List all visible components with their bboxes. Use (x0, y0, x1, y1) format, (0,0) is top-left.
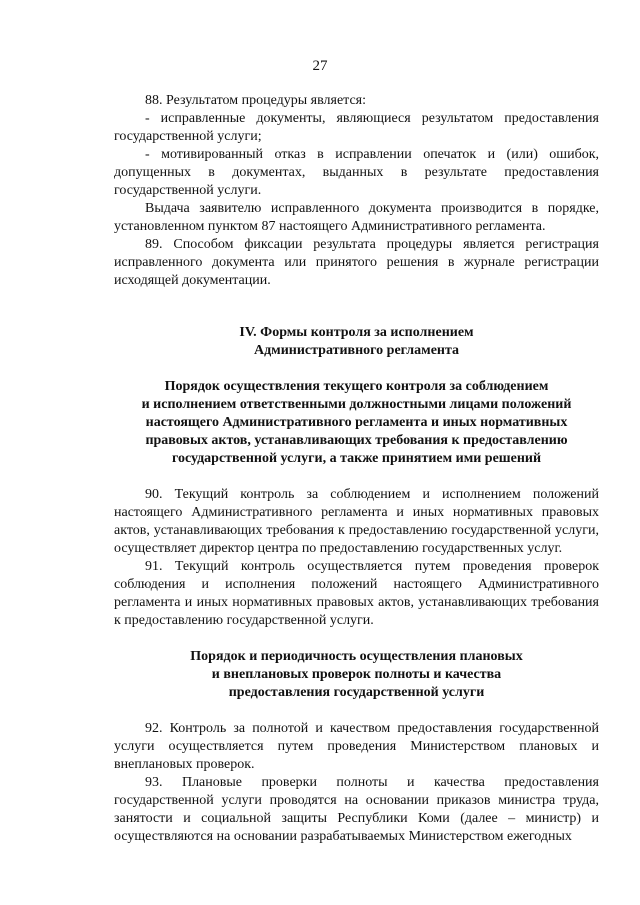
spacer (114, 468, 599, 486)
paragraph-93: 93. Плановые проверки полноты и качества предоставления государственной услуги проводятся на основании приказов министра труда, занятости и социальной защиты Республики Коми (далее – министр) и осуществляются на основании разрабатываемых Министерством ежегодных (114, 775, 599, 844)
spacer (114, 360, 599, 378)
spacer (114, 630, 599, 648)
subsection-2-heading-line: и внеплановых проверок полноты и качества (211, 667, 502, 682)
spacer (114, 702, 599, 720)
section-title-line-2: Административного регламента (253, 343, 460, 358)
paragraph-88-issue: Выдача заявителю исправленного документа производится в порядке, установленном пунктом 87 настоящего Административного регламента. (114, 201, 599, 234)
subsection-2-heading-line: Порядок и периодичность осуществления плановых (190, 649, 523, 664)
paragraph-91: 91. Текущий контроль осуществляется путем проведения проверок соблюдения и исполнения положений настоящего Административного регламента и иных нормативных правовых актов, устанавливающих требования к предоставлению государственной услуги. (114, 559, 599, 628)
document-body (114, 92, 599, 846)
subsection-1-heading-line: Порядок осуществления текущего контроля за соблюдением (164, 379, 549, 394)
paragraph-88-item-b: - мотивированный отказ в исправлении опечаток и (или) ошибок, допущенных в документах, выданных в результате предоставления государственной услуги. (114, 147, 599, 198)
subsection-1-heading-line: государственной услуги, а также принятием ими решений (171, 451, 542, 466)
paragraph-88-item-a: - исправленные документы, являющиеся результатом предоставления государственной услуги; (114, 111, 599, 144)
subsection-1-heading-line: настоящего Административного регламента и иных нормативных (145, 415, 568, 430)
paragraph-90: 90. Текущий контроль за соблюдением и исполнением положений настоящего Административного регламента и иных нормативных правовых актов, устанавливающих требования к предоставлению государственной услуги, осуществляет директор центра по предоставлению государственных услуг. (114, 487, 599, 556)
subsection-1-heading-line: и исполнением ответственными должностными лицами положений (141, 397, 572, 412)
paragraph-89: 89. Способом фиксации результата процедуры является регистрация исправленного документа или принятого решения в журнале регистрации исходящей документации. (114, 237, 599, 288)
subsection-1-heading-line: правовых актов, устанавливающих требования к предоставлению (145, 433, 568, 448)
paragraph-88: 88. Результатом процедуры является: (145, 93, 366, 108)
subsection-2-heading-line: предоставления государственной услуги (228, 685, 485, 700)
paragraph-92: 92. Контроль за полнотой и качеством предоставления государственной услуги осуществляется путем проведения Министерством плановых и внеплановых проверок. (114, 721, 599, 772)
section-title-line-1: IV. Формы контроля за исполнением (239, 325, 474, 340)
spacer (114, 290, 599, 324)
page-number: 27 (312, 58, 328, 74)
